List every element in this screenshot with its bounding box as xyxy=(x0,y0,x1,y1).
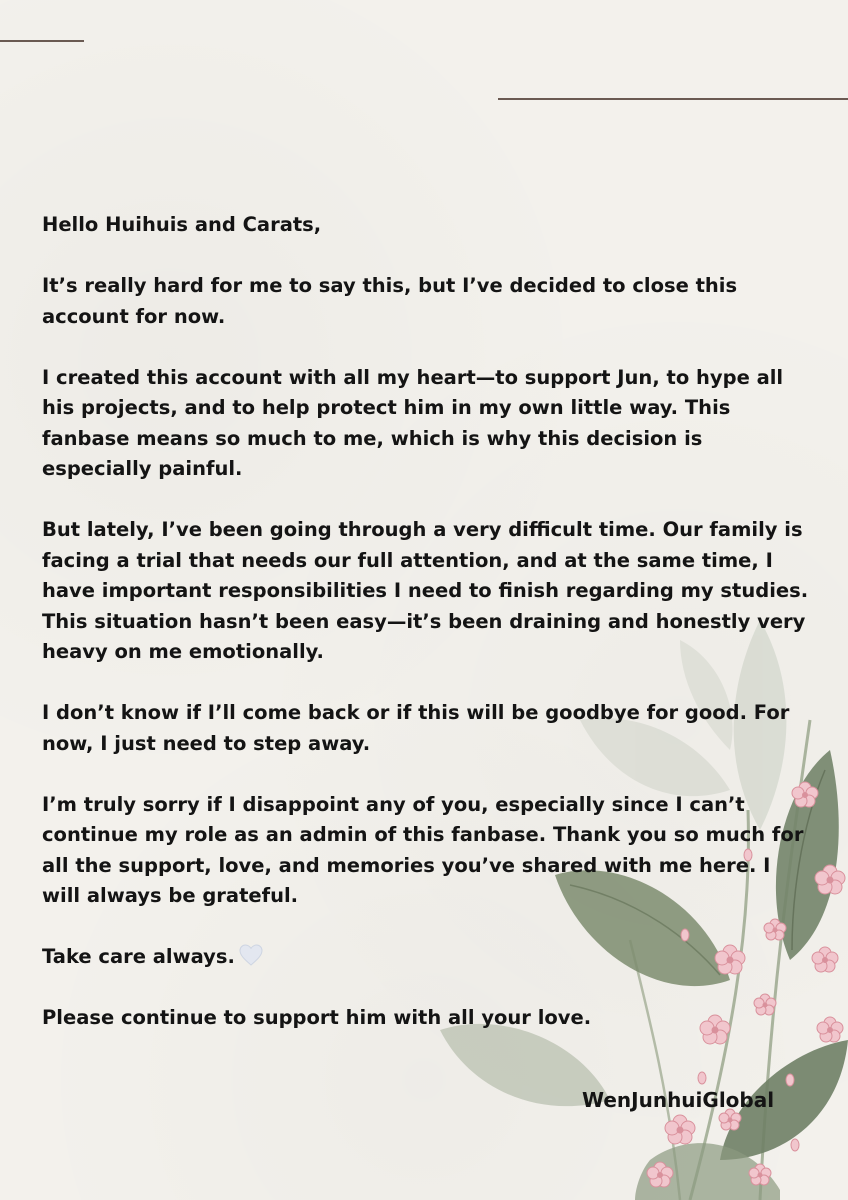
letter-paragraph xyxy=(42,271,812,332)
letter-line: account for now. xyxy=(42,304,226,328)
letter-line: facing a trial that needs our full attention, and at the same time, I xyxy=(42,548,773,572)
letter-line: heavy on me emotionally. xyxy=(42,640,324,663)
letter-line: I created this account with all my heart—to support Jun, to hype all xyxy=(42,365,784,389)
letter-final-line: Please continue to support him with all your love. xyxy=(42,1006,592,1029)
letter-line: continue my role as an admin of this fanbase. Thank you so much for xyxy=(42,823,804,846)
letter-line: But lately, I’ve been going through a very difficult time. Our family is xyxy=(42,518,803,541)
letter-line: This situation hasn’t been easy—it’s been draining and honestly very xyxy=(42,609,806,633)
top-right-rule xyxy=(498,98,848,100)
letter-line: fanbase means so much to me, which is why this decision is xyxy=(42,426,703,450)
letter-paragraph xyxy=(42,698,812,759)
letter-line: It’s really hard for me to say this, but I’ve decided to close this xyxy=(42,274,738,297)
letter-line: will always be grateful. xyxy=(42,884,299,907)
letter-line: all the support, love, and memories you’ve shared with me here. I xyxy=(42,853,771,877)
letter-greeting: Hello Huihuis and Carats, xyxy=(42,213,322,236)
signature: WenJunhuiGlobal xyxy=(582,1088,775,1112)
letter-line: his projects, and to help protect him in my own little way. This xyxy=(42,396,731,419)
letter-paragraph xyxy=(42,515,812,668)
letter-line: have important responsibilities I need to finish regarding my studies. xyxy=(42,579,809,602)
letter-line: especially painful. xyxy=(42,457,243,480)
letter-line: I don’t know if I’ll come back or if this will be goodbye for good. For xyxy=(42,701,790,724)
white-heart-icon xyxy=(239,944,263,966)
closing-text: Take care always. xyxy=(42,945,235,968)
letter-line: now, I just need to step away. xyxy=(42,731,371,755)
letter-closing xyxy=(42,942,812,973)
letter-body xyxy=(42,210,812,1064)
top-left-rule xyxy=(0,40,84,42)
letter-paragraph xyxy=(42,790,812,912)
letter-paragraph xyxy=(42,363,812,485)
letter-line: I’m truly sorry if I disappoint any of you, especially since I can’t xyxy=(42,792,745,816)
